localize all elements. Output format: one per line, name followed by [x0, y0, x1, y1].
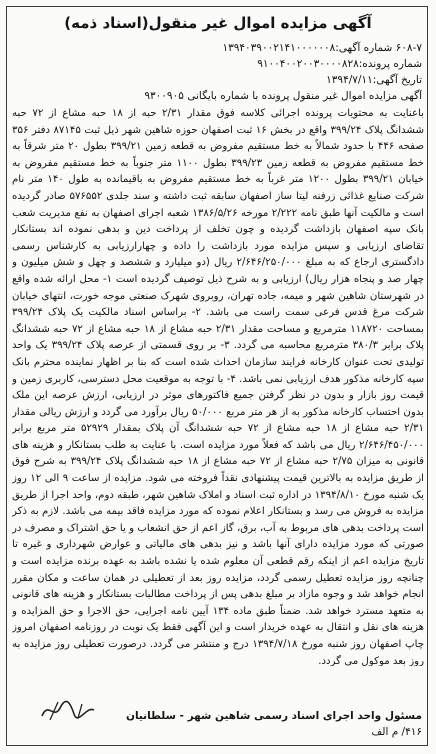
signature-image — [38, 696, 98, 726]
archive-line: آگهی مزایده اموال غیر منقول پرونده با شماره بایگانی ۹۳۰۰۹۰۵ — [144, 90, 422, 102]
issuing-office: مسئول واحد اجرای اسناد رسمی شاهین شهر - سلطانیان — [125, 710, 422, 722]
notice-title: آگهی مزایده اموال غیر منقول(اسناد ذمه) — [64, 14, 372, 32]
ad-code: ۴۱۶/ م الف — [371, 726, 422, 738]
ad-number: ۶۰۸-۷ شماره آگهی:۱۳۹۴۰۳۹۰۰۲۱۴۱۰۰۰۰۰۰۸ — [222, 42, 422, 54]
notice-meta — [14, 40, 422, 104]
notice-body: باعنایت به محتویات پرونده اجرائی کلاسه فوق مقدار ۲/۳۱ حبه از ۱۸ حبه مشاع از ۷۲ حبه ششدانگ پلاک ۳۹۹/۲۴ واقع در بخش ۱۶ ثبت اصفهان حوزه شاهین شهر ذیل ثبت ۸۷۱۴۵ دفتر ۳۵۶ صفحه ۴۴۶ با حدود شمالاً به خط مستقیم مفروض به قطعه زمین ۳۹۹/۲۱ بطول ۲۰ متر شرقاً به خط مستقیم مفروض به قطعه زمین ۳۹۹/۲۳ بطول ۱۱۰۰ متر جنوباً به خط مستقیم مفروض به خیابان ۳۹۹/۲۱ بطول ۱۲۰۰ متر غرباً به خط مستقیم مفروض به باقیمانده به طول ۱۴۰ متر نام شرکت صنایع غذائی زرفنه لیتا ساز اصفهان سابقه ثبت داشته و سند جلدی ۵۷۶۵۵۲ صادر گردیده است و مالکیت آنها طبق نامه ۲/۲۲۲ مورخه ۱۳۸۶/۵/۲۶ شعبه اجرای اصفهان به نفع مدیریت شعب بانک سپه اصفهان بازداشت گردیده و چون تخلف از پرداخت دین و بدهی نموده اند بستانکار تقاضای ارزیابی و سپس مزایده مورد بازداشت را داده و چهارارزیابی به کارشناس رسمی دادگستری ارجاع که به مبلغ ۲/۶۴۶/۲۵۰/۰۰۰ ریال (دو میلیارد و ششصد و چهل و شش میلیون و چهار صد و پنجاه هزار ریال) ارزیابی و به شرح ذیل توصیف گردیده است ۱- محل ارائه شده واقع در شهرستان شاهین شهر و میمه، جاده تهران، روبروی شهرک صنعتی موجه خورت، انتهای خیابان شرکت مرغ قدس فرعی سمت راست می باشد. ۲- براساس اسناد مالکیت یک پلاک ۳۹۹/۲۴ بمساحت ۱۱۸۷۲۰ مترمربع و مساحت مقدار ۲/۳۱ حبه مشاع از ۱۸ حبه مشاع از ۷۲ حبه ششدانگ پلاک برابر ۳۸۰/۳ مترمربع محاسبه می گردد. ۳- بر روی قسمتی از عرصه پلاک ۳۹۹/۲۴ یک واحد تولیدی تحت عنوان کارخانه فرایند سازمان احداث شده است که بنا بر اظهار نماینده محترم بانک سپه کارخانه مذکور هدف ارزیابی نمی باشد. ۴- با توجه به موقعیت محل دسترسی، کاربری زمین و قیمت روز بازار و بدون در نظر گرفتن جمیع فاکتورهای موثر در ارزیابی، ارزش عرصه این ملک بدون احتساب کارخانه مذکور به از هر متر مربع ۵۰/۰۰۰ ریال برآورد می گردد و ارزش ریالی مقدار ۲/۳۱ حبه مشاع از ۱۸ حبه مشاع از ۷۲ حبه ششدانگ آن پلاک بمقدار ۵۲۹۲۹ متر مربع برابر ۲/۶۴۶/۴۵۰/۰۰۰ ریال می باشد که فعلاً مورد مزایده است. با عنایت به طلب بستانکار و هزینه های قانونی به میزان ۲/۷۵ حبه مشاع از ۷۲ حبه مشاع از ۱۸ حبه ششدانگ پلاک ۳۹۹/۲۴ به شرح فوق از طریق مزایده به بالاترین قیمت پیشنهادی نقداً فروخته می شود. مزایده از ساعت ۹ الی ۱۲ روز یک شنبه مورخ ۱۳۹۴/۸/۱۰ در اداره ثبت اسناد و املاک شاهین شهر، طبقه دوم، واحد اجرا از طریق مزایده به فروش می رسد و بستانکار اعلام نموده که مورد مزایده فاقد بیمه می باشد. لازم به ذکر است پرداخت بدهی های مربوط به آب، برق، گاز اعم از حق انشعاب و یا حق اشتراک و مصرف در صورتی که مورد مزایده دارای آنها باشد و نیز بدهی های مالیاتی و عوارض شهرداری و غیره تا تاریخ مزایده اعم از اینکه رقم قطعی آن معلوم شده یا نشده باشد به عهده برنده مزایده است و چنانچه روز مزایده تعطیل رسمی گردد، مزایده روز بعد از تعطیلی در همان ساعت و مکان مقرر انجام خواهد شد و وجوه مازاد بر مبلغ بدهی پس از پرداخت مطالبات بستانکار و هزینه های قانونی به متعهد مسترد خواهد شد. ضمناً طبق ماده ۱۳۴ آیین نامه اجرایی، حق الاجرا و حق المزایده و هزینه های نقل و انتقال به عهده خریدار است و این آگهی فقط یک نوبت در روزنامه اصفهان امروز چاپ اصفهان روز شنبه مورخ ۱۳۹۴/۷/۱۸ درج و منتشر می گردد. درصورت تعطیلی روز مزایده به روز بعد موکول می گردد. — [12, 108, 424, 666]
notice-footer — [122, 708, 422, 740]
ad-date: تاریخ آگهی:۱۳۹۴/۷/۱۱ — [326, 74, 422, 86]
file-number: شماره پرونده:۹۱۰۰۴۰۰۲۰۰۳۰۰۰۰۸۲۸ — [257, 58, 422, 70]
